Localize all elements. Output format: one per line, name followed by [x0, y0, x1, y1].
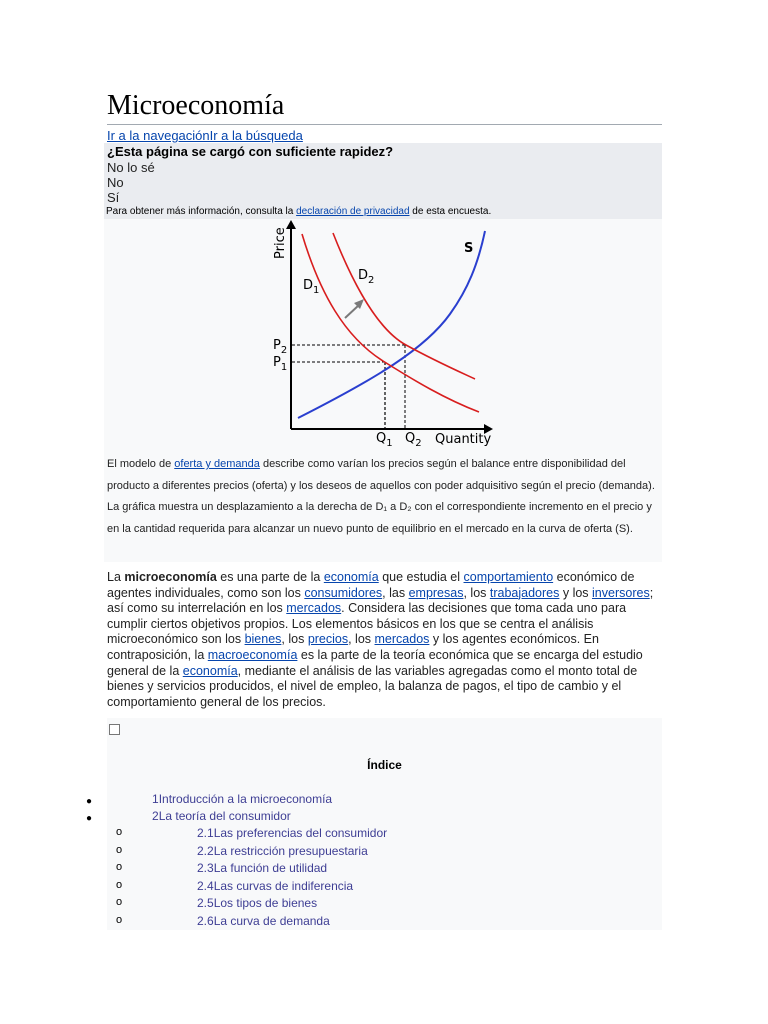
q2-label: $Q_2$	[405, 431, 422, 449]
price-axis-label: Price	[273, 227, 288, 259]
survey-option-yes[interactable]: Sí	[107, 190, 120, 205]
supply-curve	[298, 231, 485, 418]
survey-option-dont-know[interactable]: No lo sé	[107, 160, 155, 175]
toc-sub-bullet: o	[116, 861, 123, 873]
toc-item-2[interactable]: 2La teoría del consumidor	[152, 809, 291, 823]
supply-demand-diagram	[265, 219, 505, 451]
privacy-statement-link[interactable]: declaración de privacidad	[296, 206, 410, 217]
toc-sub-bullet: o	[116, 844, 123, 856]
table-of-contents	[107, 718, 662, 930]
link-bienes[interactable]: bienes	[244, 632, 282, 647]
toc-item-2-1[interactable]: 2.1Las preferencias del consumidor	[197, 826, 388, 840]
q1-label: $Q_1$	[376, 431, 393, 449]
link-comportamiento[interactable]: comportamiento	[463, 570, 554, 584]
page-speed-survey	[104, 143, 662, 219]
toc-toggle-checkbox[interactable]	[109, 724, 120, 735]
figure-caption: El modelo de oferta y demanda describe como varían los precios según el balance entre disponibilidad del producto a diferentes precios (oferta) y los deseos de aquellos con poder adquisitivo según el precio (demanda). La gráfica muestra un desplazamiento a la derecha de D₁ a D₂ con el correspondiente incremento en el precio y en la cantidad requerida para alcanzar un nuevo punto de equilibrio en el mercado en la curva de oferta (S).	[107, 458, 655, 535]
link-mercados[interactable]: mercados	[286, 601, 342, 616]
toc-item-1[interactable]: 1Introducción a la microeconomía	[152, 792, 333, 806]
survey-privacy-note: Para obtener más información, consulta la declaración de privacidad de esta encuesta.	[106, 206, 492, 217]
jump-links[interactable]: Ir a la navegaciónIr a la búsqueda	[107, 128, 303, 143]
toc-bullet: ●	[86, 813, 93, 824]
term-microeconomia: microeconomía	[124, 570, 217, 584]
link-precios[interactable]: precios	[307, 632, 349, 647]
figure-box	[104, 219, 662, 562]
toc-sub-bullet: o	[116, 914, 123, 926]
d1-label: $D_1$	[303, 278, 320, 296]
p1-label: $P_1$	[273, 355, 288, 373]
page-title: Microeconomía	[107, 88, 662, 125]
survey-question: ¿Esta página se cargó con suficiente rapidez?	[107, 144, 394, 159]
shift-arrow-line	[345, 305, 359, 318]
toc-item-2-4[interactable]: 2.4Las curvas de indiferencia	[197, 879, 354, 893]
quantity-axis-label: Quantity	[435, 432, 492, 447]
link-mercados-2[interactable]: mercados	[374, 632, 430, 647]
d2-label: $D_2$	[358, 268, 375, 286]
toc-item-2-6[interactable]: 2.6La curva de demanda	[197, 914, 330, 928]
toc-sub-bullet: o	[116, 826, 123, 838]
link-macroeconomia[interactable]: macroeconomía	[207, 647, 298, 662]
supply-demand-link[interactable]: oferta y demanda	[174, 458, 260, 470]
demand-curve-d1	[302, 234, 479, 412]
link-inversores[interactable]: inversores	[592, 585, 650, 600]
link-economia[interactable]: economía	[323, 570, 379, 584]
supply-label: S	[464, 241, 474, 256]
lead-paragraph: La microeconomía es una parte de la economía que estudia el comportamiento económico de agentes individuales, como son los consumidores, las empresas, los trabajadores y los inversores; así como su interrelación en los mercados. Considera las decisiones que toma cada uno para cumplir ciertos objetivos propios. Los elementos básicos en los que se centra el análisis microeconómico son los bienes, los precios, los mercados y los agentes económicos. En contraposición, la macroeconomía es la parte de la teoría económica que se encarga del estudio general de la economía, mediante el análisis de las variables agregadas como el monto total de bienes y servicios producidos, el nivel de empleo, la balanza de pagos, el tipo de cambio y el comportamiento general de los precios.	[107, 570, 654, 709]
toc-sub-bullet: o	[116, 896, 123, 908]
toc-item-2-5[interactable]: 2.5Los tipos de bienes	[197, 896, 318, 910]
link-consumidores[interactable]: consumidores	[304, 585, 383, 600]
survey-option-no[interactable]: No	[107, 175, 124, 190]
toc-item-2-3[interactable]: 2.3La función de utilidad	[197, 861, 328, 875]
link-economia-2[interactable]: economía	[182, 663, 238, 678]
link-trabajadores[interactable]: trabajadores	[489, 585, 560, 600]
p2-label: $P_2$	[273, 338, 288, 356]
link-empresas[interactable]: empresas	[408, 585, 464, 600]
toc-sub-bullet: o	[116, 879, 123, 891]
toc-title: Índice	[367, 758, 402, 772]
toc-bullet: ●	[86, 796, 93, 807]
toc-item-2-2[interactable]: 2.2La restricción presupuestaria	[197, 844, 368, 858]
